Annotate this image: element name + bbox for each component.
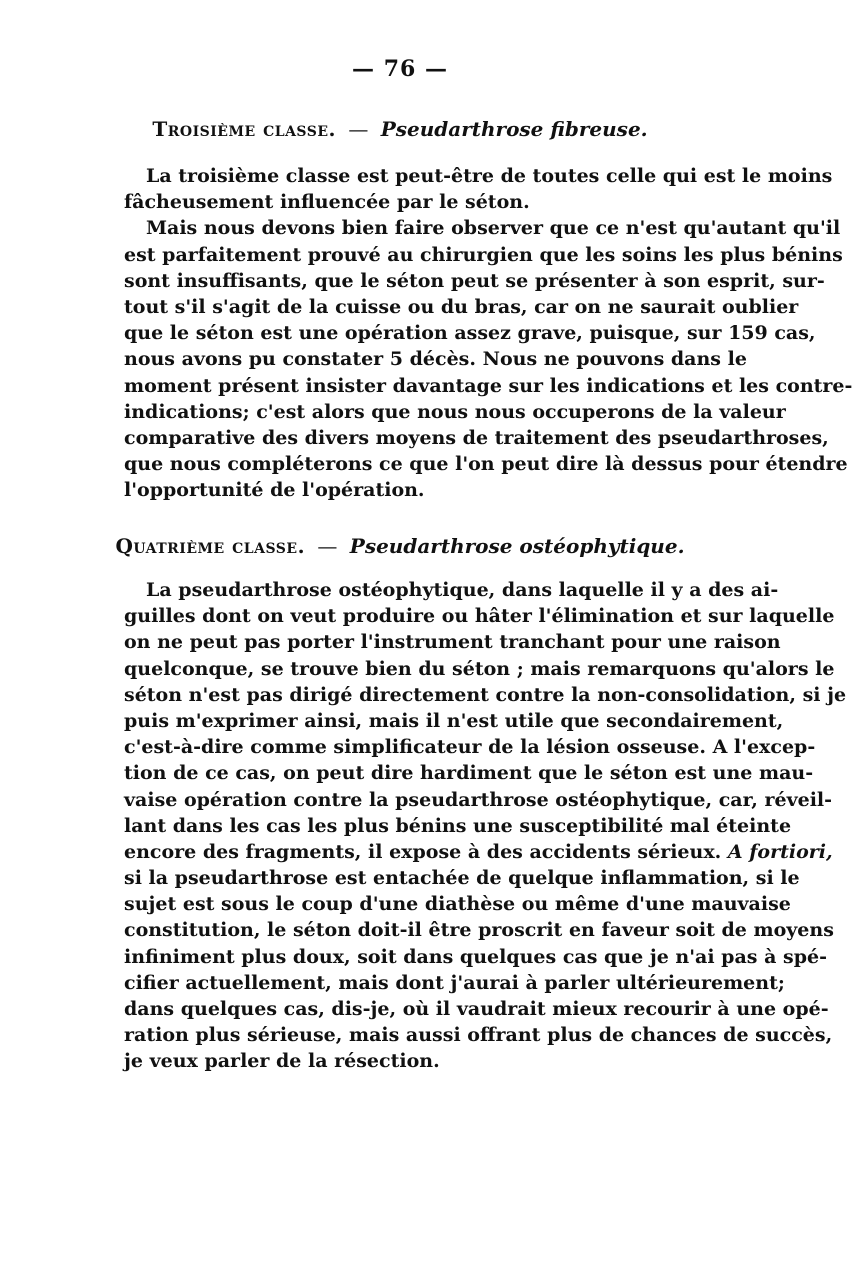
text-line: vaise opération contre la pseudarthrose ostéophytique, car, réveil- — [124, 788, 833, 811]
heading-label: Troisième classe. — [152, 117, 336, 141]
text-line: La pseudarthrose ostéophytique, dans laquelle il y a des ai- — [146, 579, 779, 601]
text-segment: encore des fragments, il expose à des accidents sérieux. — [124, 840, 722, 863]
section-heading-troisieme-classe — [0, 117, 800, 141]
text-line: Mais nous devons bien faire observer que ce n'est qu'autant qu'il — [146, 217, 841, 240]
text-line: quelconque, se trouve bien du séton ; mais remarquons qu'alors le — [124, 657, 835, 680]
italic-emphasis: A fortiori, — [727, 840, 833, 863]
page-number: — 76 — — [352, 56, 448, 82]
text-line: ration plus sérieuse, mais aussi offrant plus de chances de succès, — [124, 1024, 833, 1047]
text-line: tion de ce cas, on peut dire hardiment que le séton est une mau- — [124, 762, 814, 785]
text-line: indications; c'est alors que nous nous occuperons de la valeur — [124, 400, 786, 423]
text-line: lant dans les cas les plus bénins une susceptibilité mal éteinte — [124, 814, 792, 837]
text-line: puis m'exprimer ainsi, mais il n'est utile que secondairement, — [124, 709, 784, 732]
text-line: sont insuffisants, que le séton peut se présenter à son esprit, sur- — [124, 269, 825, 292]
text-line: La troisième classe est peut-être de toutes celle qui est le moins — [146, 165, 833, 187]
section-body-quatrieme-classe — [124, 577, 847, 1075]
heading-title: Pseudarthrose fibreuse. — [380, 117, 648, 141]
text-line: constitution, le séton doit-il être proscrit en faveur soit de moyens — [124, 919, 834, 942]
text-line: comparative des divers moyens de traitement des pseudarthroses, — [124, 426, 829, 449]
heading-title: Pseudarthrose ostéophytique. — [349, 534, 685, 558]
heading-dash: — — [317, 534, 338, 558]
text-line: est parfaitement prouvé au chirurgien que les soins les plus bénins — [124, 243, 843, 266]
text-line: infiniment plus doux, soit dans quelques cas que je n'ai pas à spé- — [124, 945, 827, 968]
text-line: cifier actuellement, mais dont j'aurai à parler ultérieurement; — [124, 971, 785, 994]
text-line: séton n'est pas dirigé directement contre la non-consolidation, si je — [124, 683, 847, 706]
text-line: guilles dont on veut produire ou hâter l'élimination et sur laquelle — [124, 605, 835, 628]
heading-dash: — — [348, 117, 369, 141]
text-line: que nous compléterons ce que l'on peut dire là dessus pour étendre — [124, 453, 848, 476]
text-line: tout s'il s'agit de la cuisse ou du bras, car on ne saurait oublier — [124, 295, 799, 318]
text-line: on ne peut pas porter l'instrument tranchant pour une raison — [124, 631, 781, 654]
text-line: l'opportunité de l'opération. — [124, 479, 425, 502]
section-body-troisieme-classe — [124, 163, 852, 503]
text-line: fâcheusement influencée par le séton. — [124, 191, 530, 214]
section-heading-quatrieme-classe — [0, 534, 800, 558]
heading-label: Quatrième classe. — [115, 534, 306, 558]
text-line: que le séton est une opération assez grave, puisque, sur 159 cas, — [124, 322, 816, 345]
text-line: moment présent insister davantage sur les indications et les contre- — [124, 374, 852, 397]
text-line: c'est-à-dire comme simplificateur de la lésion osseuse. A l'excep- — [124, 736, 816, 759]
text-line: dans quelques cas, dis-je, où il vaudrait mieux recourir à une opé- — [124, 998, 829, 1020]
text-line-with-emphasis — [124, 839, 833, 865]
text-line: si la pseudarthrose est entachée de quelque inflammation, si le — [124, 867, 800, 890]
text-line: nous avons pu constater 5 décès. Nous ne pouvons dans le — [124, 348, 747, 371]
text-line: sujet est sous le coup d'une diathèse ou même d'une mauvaise — [124, 893, 791, 916]
text-line: je veux parler de la résection. — [124, 1050, 440, 1073]
